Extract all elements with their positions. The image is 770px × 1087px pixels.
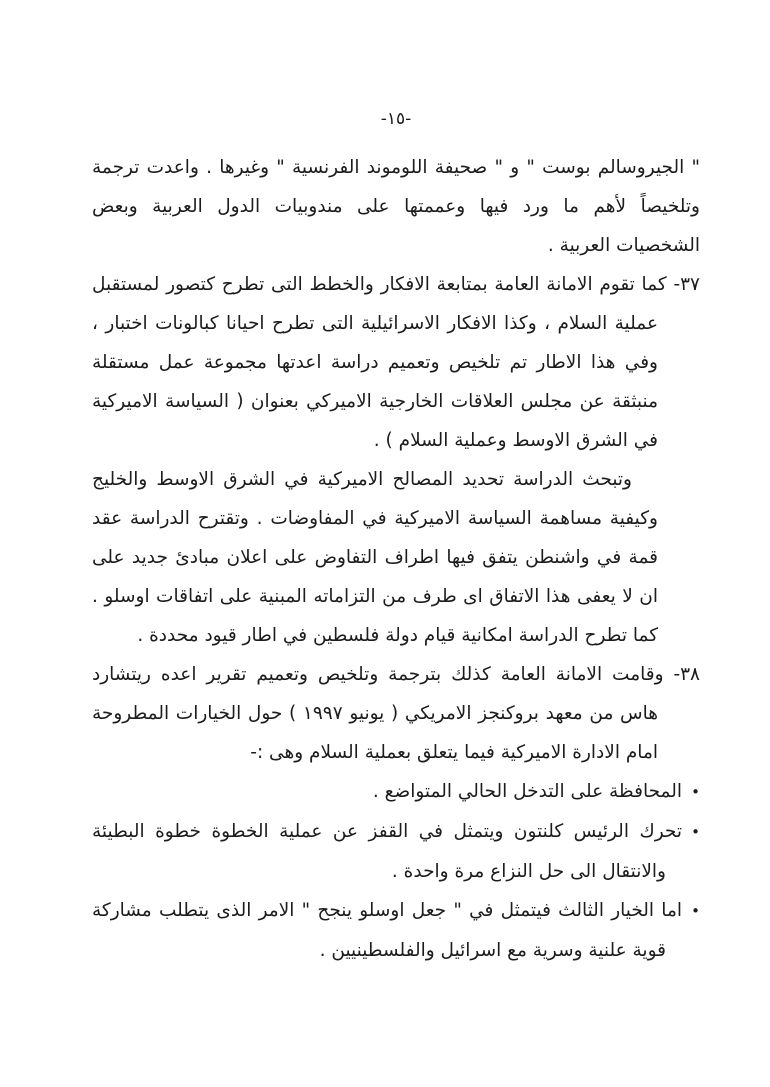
bullet-item-3 bbox=[92, 891, 700, 970]
paragraph-37-number: ٣٧- bbox=[673, 274, 700, 295]
bullet-item-2 bbox=[92, 812, 700, 891]
paragraph-37 bbox=[92, 265, 700, 460]
bullet-icon: • bbox=[691, 902, 700, 920]
paragraph-38-text: وقامت الامانة العامة كذلك بترجمة وتلخيص وتعميم تقرير اعده ريتشارد هاس من معهد بروكنجز الامريكي ( يونيو ١٩٩٧ ) حول الخيارات المطروحة امام الادارة الاميركية فيما يتعلق بعملية السلام وهى :- bbox=[92, 664, 664, 763]
paragraph-38 bbox=[92, 655, 700, 772]
bullet-icon: • bbox=[691, 823, 700, 841]
bullet-3-text: اما الخيار الثالث فيتمثل في " جعل اوسلو ينجح " الامر الذى يتطلب مشاركة قوية علنية وسرية مع اسرائيل والفلسطينيين . bbox=[92, 900, 682, 961]
bullet-item-1 bbox=[92, 772, 700, 812]
bullet-1-text: المحافظة على التدخل الحالي المتواضع . bbox=[372, 781, 682, 802]
paragraph-38-number: ٣٨- bbox=[673, 664, 700, 685]
paragraph-37-sub: وتبحث الدراسة تحديد المصالح الاميركية في الشرق الاوسط والخليج وكيفية مساهمة السياسة الاميركية في المفاوضات . وتقترح الدراسة عقد قمة في واشنطن يتفق فيها اطراف التفاوض على اعلان مبادئ جديد على ان لا يعفى هذا الاتفاق اى طرف من التزاماته المبنية على اتفاقات اوسلو . كما تطرح الدراسة امكانية قيام دولة فلسطين في اطار قيود محددة . bbox=[92, 469, 658, 646]
bullet-2-text: تحرك الرئيس كلنتون ويتمثل في القفز عن عملية الخطوة خطوة البطيئة والانتقال الى حل النزاع مرة واحدة . bbox=[92, 821, 682, 882]
paragraph-37-text: كما تقوم الامانة العامة بمتابعة الافكار والخطط التى تطرح كتصور لمستقبل عملية السلام ، وكذا الافكار الاسرائيلية التى تطرح احيانا كبالونات اختبار ، وفي هذا الاطار تم تلخيص وتعميم دراسة اعدتها مجموعة عمل مستقلة منبثقة عن مجلس العلاقات الخارجية الاميركي بعنوان ( السياسة الاميركية في الشرق الاوسط وعملية السلام ) . bbox=[92, 274, 667, 451]
options-list bbox=[92, 772, 700, 970]
intro-paragraph: " الجيروسالم بوست " و " صحيفة اللوموند الفرنسية " وغيرها . واعدت ترجمة وتلخيصاً لأهم ما ورد فيها وعممتها على مندوبيات الدول العربية وبعض الشخصيات العربية . bbox=[92, 157, 700, 256]
page-number: -١٥- bbox=[380, 109, 412, 129]
bullet-icon: • bbox=[691, 783, 700, 801]
